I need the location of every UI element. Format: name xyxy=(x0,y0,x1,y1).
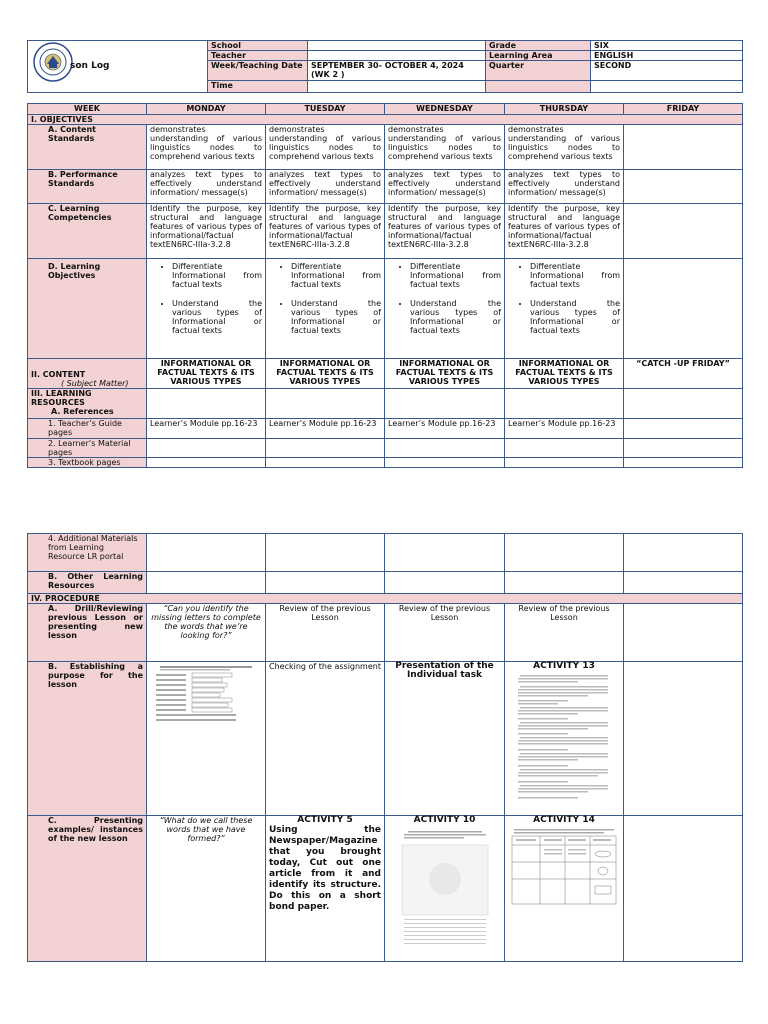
drill-tue: Review of the previous Lesson xyxy=(266,604,385,662)
activity-5-title: ACTIVITY 5 xyxy=(297,815,353,825)
drill-label: A. Drill/Reviewing previous Lesson or presenting new lesson xyxy=(28,604,147,662)
teacher-label: Teacher xyxy=(208,51,308,61)
content-standards-wed: demonstrates understanding of various linguistics nodes to comprehend various texts xyxy=(385,125,505,170)
content-label: II. CONTENT xyxy=(31,370,86,379)
performance-label: B. Performance Standards xyxy=(28,170,147,204)
time-label: Time xyxy=(208,81,308,93)
establishing-tue: Checking of the assignment xyxy=(266,662,385,816)
procedure-heading: IV. PROCEDURE xyxy=(28,594,743,604)
teachers-guide-tue: Learner’s Module pp.16-23 xyxy=(266,419,385,439)
performance-tue: analyzes text types to effectively understand information/ message(s) xyxy=(266,170,385,204)
objective-item: • Understand the various types of Informational or factual texts xyxy=(291,299,381,335)
performance-mon: analyzes text types to effectively understand information/ message(s) xyxy=(147,170,266,204)
content-label-cell xyxy=(28,359,147,389)
objective-item: • Understand the various types of Informational or factual texts xyxy=(410,299,501,335)
objective-item: • Differentiate Informational from factual texts xyxy=(410,262,501,289)
week-date-value: SEPTEMBER 30- OCTOBER 4, 2024 (WK 2 ) xyxy=(308,61,486,81)
col-friday: FRIDAY xyxy=(624,104,743,115)
teachers-guide-thu: Learner’s Module pp.16-23 xyxy=(505,419,624,439)
competencies-mon: Identify the purpose, key structural and language features of various types of informational/factual textEN6RC-IIIa-3.2.8 xyxy=(147,204,266,259)
performance-thu: analyzes text types to effectively understand information/ message(s) xyxy=(505,170,624,204)
catch-up-friday: “CATCH -UP FRIDAY” xyxy=(624,359,743,389)
quarter-label: Quarter xyxy=(486,61,591,81)
establishing-wed: Presentation of the Individual task xyxy=(385,662,505,816)
quarter-value: SECOND xyxy=(591,61,743,81)
objectives-heading: I. OBJECTIVES xyxy=(28,115,743,125)
school-value xyxy=(308,41,486,51)
competencies-thu: Identify the purpose, key structural and language features of various types of informational/factual textEN6RC-IIIa-3.2.8 xyxy=(505,204,624,259)
activity-14-title: ACTIVITY 14 xyxy=(533,815,595,825)
learners-material-label: 2. Learner’s Material pages xyxy=(28,439,147,458)
content-thu: INFORMATIONAL OR FACTUAL TEXTS & ITS VARIOUS TYPES xyxy=(505,359,624,389)
activity-10-title: ACTIVITY 10 xyxy=(413,815,476,825)
content-standards-mon: demonstrates understanding of various linguistics nodes to comprehend various texts xyxy=(147,125,266,170)
drill-wed: Review of the previous Lesson xyxy=(385,604,505,662)
learning-objectives-mon xyxy=(147,259,266,359)
content-sub-label: ( Subject Matter) xyxy=(61,379,129,388)
learning-objectives-label: D. Learning Objectives xyxy=(28,259,147,359)
worksheet-thumbnail xyxy=(152,664,260,724)
time-value xyxy=(308,81,486,93)
content-standards-label: A. Content Standards xyxy=(28,125,147,170)
objective-item: • Differentiate Informational from factual texts xyxy=(530,262,620,289)
resources-label-cell xyxy=(28,389,147,419)
col-thursday: THURSDAY xyxy=(505,104,624,115)
col-wednesday: WEDNESDAY xyxy=(385,104,505,115)
dll-table-page1 xyxy=(27,103,743,468)
establishing-mon xyxy=(147,662,266,816)
week-date-label: Week/Teaching Date xyxy=(208,61,308,81)
col-week: WEEK xyxy=(28,104,147,115)
presenting-tue-cell xyxy=(266,816,385,962)
presenting-label: C. Presenting examples/ instances of the new lesson xyxy=(28,816,147,962)
textbook-pages-label: 3. Textbook pages xyxy=(28,458,147,468)
col-tuesday: TUESDAY xyxy=(266,104,385,115)
activity-14-thumbnail xyxy=(510,827,618,907)
activity-13-thumbnail xyxy=(514,673,614,803)
activity-10-thumbnail xyxy=(400,827,490,947)
lesson-log-title: son Log xyxy=(28,41,208,93)
activity-13-title: ACTIVITY 13 xyxy=(533,661,595,671)
presenting-thu-cell xyxy=(505,816,624,962)
content-standards-tue: demonstrates understanding of various linguistics nodes to comprehend various texts xyxy=(266,125,385,170)
drill-mon: “Can you identify the missing letters to complete the words that we’re looking for?” xyxy=(147,604,266,662)
presenting-wed-cell xyxy=(385,816,505,962)
references-label: A. References xyxy=(51,407,114,416)
presenting-mon: “What do we call these words that we have formed?” xyxy=(147,816,266,962)
drill-thu: Review of the previous Lesson xyxy=(505,604,624,662)
learning-objectives-tue xyxy=(266,259,385,359)
objective-item: • Understand the various types of Informational or factual texts xyxy=(172,299,262,335)
activity-5-text: Using the Newspaper/Magazine that you brought today, Cut out one article from it and identify its structure. Do this on a short bond paper. xyxy=(269,825,381,912)
content-mon: INFORMATIONAL OR FACTUAL TEXTS & ITS VARIOUS TYPES xyxy=(147,359,266,389)
dll-table-page2 xyxy=(27,533,743,962)
learning-objectives-wed xyxy=(385,259,505,359)
competencies-label: C. Learning Competencies xyxy=(28,204,147,259)
teachers-guide-label: 1. Teacher’s Guide pages xyxy=(28,419,147,439)
learning-area-label: Learning Area xyxy=(486,51,591,61)
teachers-guide-wed: Learner’s Module pp.16-23 xyxy=(385,419,505,439)
content-tue: INFORMATIONAL OR FACTUAL TEXTS & ITS VARIOUS TYPES xyxy=(266,359,385,389)
col-monday: MONDAY xyxy=(147,104,266,115)
objective-item: • Differentiate Informational from factual texts xyxy=(291,262,381,289)
learning-area-value: ENGLISH xyxy=(591,51,743,61)
teacher-value xyxy=(308,51,486,61)
objective-item: • Understand the various types of Informational or factual texts xyxy=(530,299,620,335)
establishing-thu-cell xyxy=(505,662,624,816)
competencies-wed: Identify the purpose, key structural and language features of various types of informational/factual textEN6RC-IIIa-3.2.8 xyxy=(385,204,505,259)
additional-materials-label: 4. Additional Materials from Learning Resource LR portal xyxy=(28,534,147,572)
learning-objectives-thu xyxy=(505,259,624,359)
establishing-label: B. Establishing a purpose for the lesson xyxy=(28,662,147,816)
content-standards-thu: demonstrates understanding of various linguistics nodes to comprehend various texts xyxy=(505,125,624,170)
competencies-tue: Identify the purpose, key structural and language features of various types of informational/factual textEN6RC-IIIa-3.2.8 xyxy=(266,204,385,259)
resources-label: III. LEARNING RESOURCES xyxy=(31,389,92,407)
other-resources-label: B. Other Learning Resources xyxy=(28,572,147,594)
grade-value: SIX xyxy=(591,41,743,51)
teachers-guide-mon: Learner’s Module pp.16-23 xyxy=(147,419,266,439)
content-wed: INFORMATIONAL OR FACTUAL TEXTS & ITS VARIOUS TYPES xyxy=(385,359,505,389)
grade-label: Grade xyxy=(486,41,591,51)
header-table xyxy=(27,40,743,93)
performance-wed: analyzes text types to effectively understand information/ message(s) xyxy=(385,170,505,204)
school-label: School xyxy=(208,41,308,51)
objective-item: • Differentiate Informational from factual texts xyxy=(172,262,262,289)
